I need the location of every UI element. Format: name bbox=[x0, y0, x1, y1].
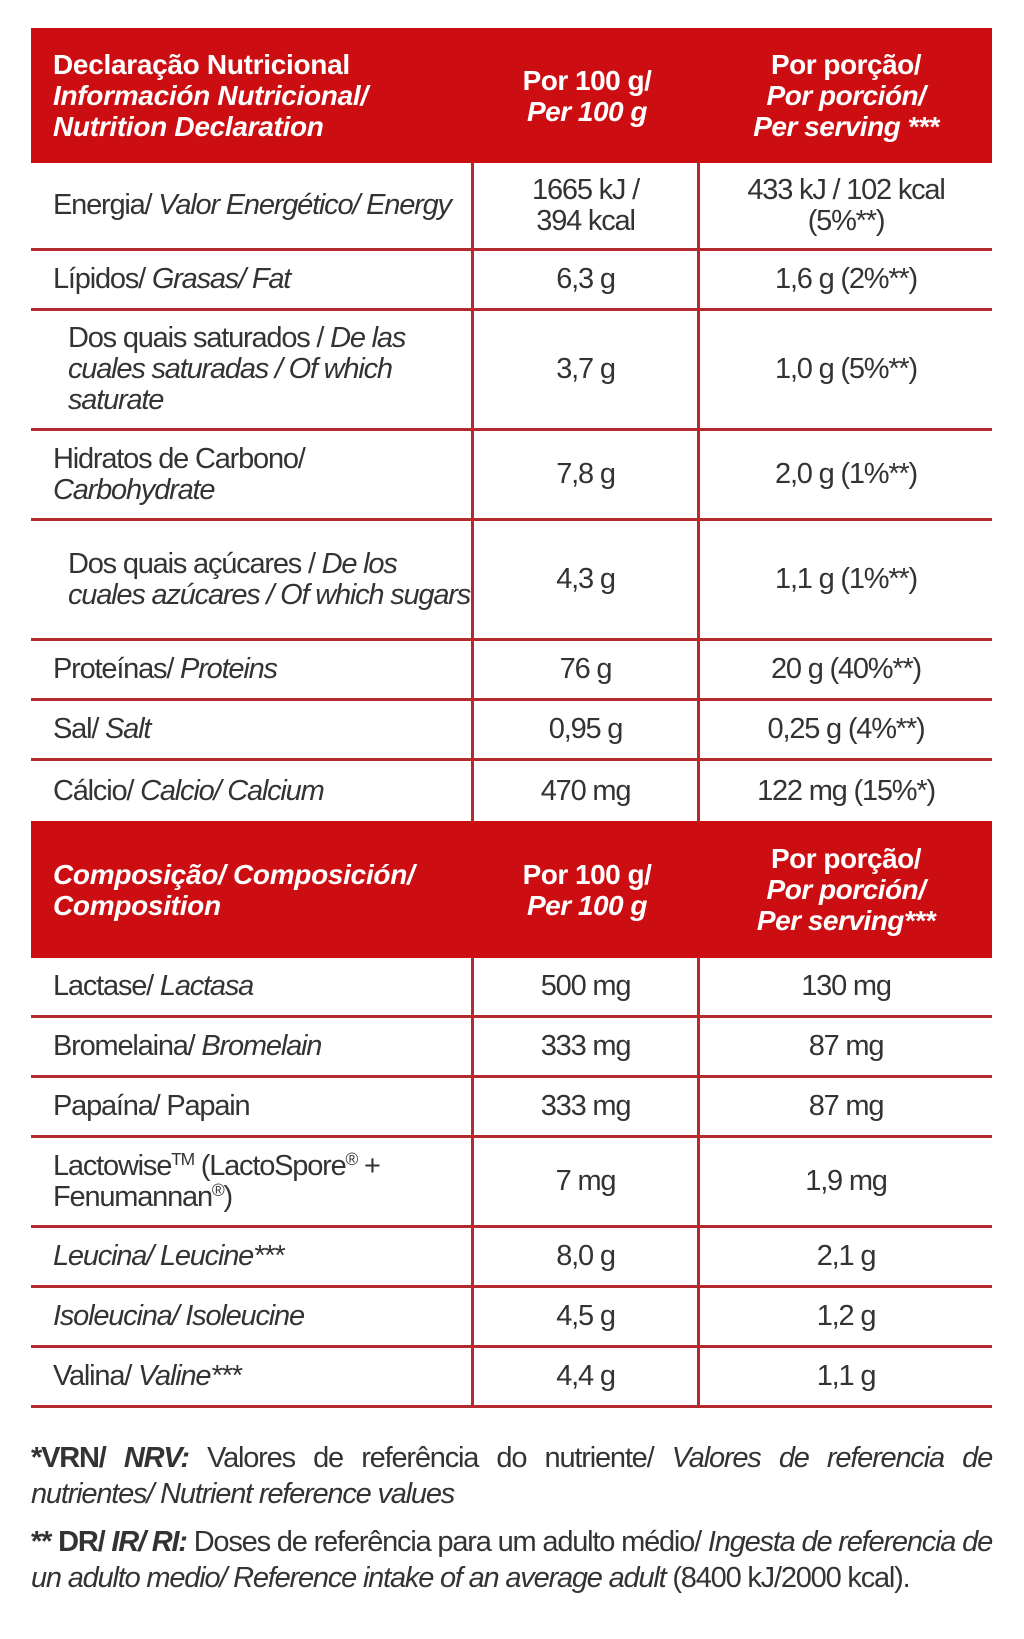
row-label bbox=[31, 521, 474, 638]
label-es-en: Grasas/ Fat bbox=[151, 263, 291, 295]
serving-energy: 433 kJ / 102 kcal bbox=[747, 173, 945, 206]
header-composition-line2: Composition bbox=[53, 889, 221, 921]
table-row-saturates bbox=[31, 311, 992, 431]
row-per100: 3,7 g bbox=[474, 311, 700, 428]
label-pt: Energia/ bbox=[53, 189, 159, 221]
row-per100: 333 mg bbox=[474, 1078, 700, 1135]
label-lactowise: Lactowise bbox=[53, 1149, 172, 1182]
row-per100: 500 mg bbox=[474, 958, 700, 1015]
serving-percent: (5%**) bbox=[807, 204, 885, 237]
composition-header-row bbox=[31, 821, 992, 958]
row-label bbox=[31, 701, 474, 758]
registered-mark: ® bbox=[211, 1179, 224, 1200]
row-serving: 122 mg (15%*) bbox=[757, 774, 935, 807]
row-per100: 4,3 g bbox=[474, 521, 700, 638]
header-title-en: Nutrition Declaration bbox=[53, 111, 324, 142]
row-label bbox=[31, 958, 474, 1015]
label-pt: Proteínas/ bbox=[53, 653, 181, 685]
row-per100: 4,5 g bbox=[474, 1288, 700, 1345]
header-serving-en: Per serving*** bbox=[756, 905, 936, 936]
row-serving: 1,1 g bbox=[816, 1360, 876, 1392]
row-serving: 1,2 g bbox=[816, 1300, 876, 1332]
row-label bbox=[31, 761, 474, 821]
header-composition-line1: Composição/ Composición/ bbox=[53, 858, 415, 890]
row-label bbox=[31, 163, 474, 248]
composition-header-per100 bbox=[474, 821, 700, 958]
row-per100: 7,8 g bbox=[474, 431, 700, 518]
row-label bbox=[31, 251, 474, 308]
label-es-en: Calcio/ Calcium bbox=[140, 774, 324, 807]
footnote-nrv bbox=[31, 1440, 992, 1512]
row-serving: 1,6 g (2%**) bbox=[775, 263, 917, 295]
row-serving: 1,1 g (1%**) bbox=[775, 563, 917, 595]
footnote-text-energy: (8400 kJ/2000 kcal). bbox=[665, 1562, 910, 1594]
footnotes bbox=[31, 1440, 992, 1608]
label-close-paren: ) bbox=[223, 1180, 232, 1213]
row-label bbox=[31, 1228, 474, 1285]
row-label bbox=[31, 1078, 474, 1135]
footnote-text-pt: Valores de referência do nutriente/ bbox=[188, 1442, 672, 1474]
label-es-en: Valor Energético/ Energy bbox=[158, 189, 451, 221]
label-pt: Valina/ bbox=[53, 1360, 138, 1392]
label-pt: Cálcio/ bbox=[53, 774, 141, 807]
nutrition-header-row bbox=[31, 28, 992, 163]
table-row-papain bbox=[31, 1078, 992, 1138]
row-label bbox=[31, 431, 474, 518]
row-label bbox=[31, 1348, 474, 1405]
label-pt: Bromelaina/ bbox=[53, 1030, 202, 1062]
label-es-en: Valine*** bbox=[137, 1360, 241, 1392]
row-per100 bbox=[474, 163, 700, 248]
header-per100-pt: Por 100 g/ bbox=[522, 858, 652, 890]
label-pt: Papaína/ Papain bbox=[53, 1090, 250, 1122]
row-per100: 4,4 g bbox=[474, 1348, 700, 1405]
table-row-leucine bbox=[31, 1228, 992, 1288]
table-row-bromelain bbox=[31, 1018, 992, 1078]
row-label bbox=[31, 1138, 474, 1225]
table-row-protein bbox=[31, 641, 992, 701]
header-serving-es: Por porción/ bbox=[766, 874, 926, 905]
table-row-isoleucine bbox=[31, 1288, 992, 1348]
footnote-text-es-en: Ingesta de referencia de un adulto medio/ Reference intake of an average adult bbox=[31, 1526, 993, 1594]
label-es-en: De las cuales saturadas / Of which saturate bbox=[68, 322, 406, 416]
label-es-en: Carbohydrate bbox=[53, 473, 215, 506]
label-es-en: Lactasa bbox=[159, 970, 254, 1002]
row-per100: 6,3 g bbox=[474, 251, 700, 308]
row-per100: 0,95 g bbox=[474, 701, 700, 758]
nutrition-header-per100 bbox=[474, 28, 700, 163]
row-serving bbox=[700, 163, 992, 248]
label-es-en: Proteins bbox=[180, 653, 277, 685]
header-serving-es: Por porción/ bbox=[766, 80, 926, 111]
label-pt: Dos quais saturados / bbox=[68, 322, 331, 354]
row-serving: 87 mg bbox=[808, 1090, 884, 1122]
label-es-en: Salt bbox=[105, 713, 151, 745]
label-es-en: Isoleucina/ Isoleucine bbox=[53, 1300, 304, 1332]
label-pt: Hidratos de Carbono/ bbox=[53, 442, 305, 475]
header-per100-pt: Por 100 g/ bbox=[522, 64, 652, 96]
footnote-mark: *VRN/ bbox=[31, 1442, 124, 1474]
header-per100-en: Per 100 g bbox=[526, 95, 648, 127]
footnote-text-es-en: Valores de referencia de nutrientes/ Nutrient reference values bbox=[31, 1442, 992, 1510]
registered-mark: ® bbox=[345, 1148, 358, 1169]
label-pt: Dos quais açúcares / bbox=[68, 547, 322, 580]
row-per100: 8,0 g bbox=[474, 1228, 700, 1285]
row-serving: 87 mg bbox=[808, 1030, 884, 1062]
table-row-fat bbox=[31, 251, 992, 311]
header-serving-en: Per serving *** bbox=[753, 111, 939, 142]
row-label bbox=[31, 641, 474, 698]
nutrition-table bbox=[31, 28, 992, 1408]
table-row-sugars bbox=[31, 521, 992, 641]
label-lactospore: (LactoSpore bbox=[193, 1149, 346, 1182]
row-serving: 1,0 g (5%**) bbox=[775, 353, 917, 385]
table-row-energy bbox=[31, 163, 992, 251]
row-per100: 76 g bbox=[474, 641, 700, 698]
label-es-en: De los cuales azúcares / Of which sugars bbox=[68, 547, 471, 611]
footnote-text-pt: Doses de referência para um adulto médio/ bbox=[186, 1526, 708, 1558]
footnote-ri bbox=[31, 1524, 992, 1596]
table-row-carbohydrate bbox=[31, 431, 992, 521]
table-row-salt bbox=[31, 701, 992, 761]
per100-kj: 1665 kJ / bbox=[532, 173, 639, 206]
table-row-lactowise bbox=[31, 1138, 992, 1228]
composition-header-serving bbox=[700, 821, 992, 958]
table-row-calcium bbox=[31, 761, 992, 821]
nutrition-header-serving bbox=[700, 28, 992, 163]
per100-kcal: 394 kcal bbox=[536, 204, 635, 237]
row-per100: 470 mg bbox=[474, 761, 700, 821]
footnote-mark-italic: NRV: bbox=[123, 1442, 189, 1474]
table-row-valine bbox=[31, 1348, 992, 1408]
footnote-mark: ** DR/ bbox=[31, 1526, 112, 1558]
row-label bbox=[31, 1288, 474, 1345]
label-pt: Lípidos/ bbox=[53, 263, 152, 295]
header-title-es: Información Nutricional/ bbox=[53, 80, 368, 111]
nutrition-header-title bbox=[31, 28, 474, 163]
label-es-en: Bromelain bbox=[201, 1030, 322, 1062]
label-pt: Sal/ bbox=[53, 713, 106, 745]
row-serving: 2,1 g bbox=[816, 1240, 876, 1272]
header-per100-en: Per 100 g bbox=[526, 889, 648, 921]
table-row-lactase bbox=[31, 958, 992, 1018]
row-per100: 333 mg bbox=[474, 1018, 700, 1075]
row-serving: 130 mg bbox=[801, 970, 891, 1002]
header-title-pt: Declaração Nutricional bbox=[53, 49, 350, 80]
row-serving: 20 g (40%**) bbox=[770, 653, 922, 685]
label-pt: Lactase/ bbox=[53, 970, 160, 1002]
row-label bbox=[31, 1018, 474, 1075]
label-fenumannan: + Fenumannan bbox=[53, 1149, 380, 1213]
row-per100: 7 mg bbox=[474, 1138, 700, 1225]
header-serving-pt: Por porção/ bbox=[770, 49, 922, 80]
row-serving: 2,0 g (1%**) bbox=[775, 458, 917, 490]
trademark-mark: TM bbox=[171, 1148, 194, 1169]
row-serving: 0,25 g (4%**) bbox=[767, 713, 925, 745]
row-serving: 1,9 mg bbox=[805, 1165, 887, 1197]
row-label bbox=[31, 311, 474, 428]
header-serving-pt: Por porção/ bbox=[770, 843, 922, 874]
composition-header-title bbox=[31, 821, 474, 958]
footnote-mark-italic: IR/ RI: bbox=[111, 1526, 187, 1558]
label-es-en: Leucina/ Leucine*** bbox=[53, 1240, 284, 1272]
